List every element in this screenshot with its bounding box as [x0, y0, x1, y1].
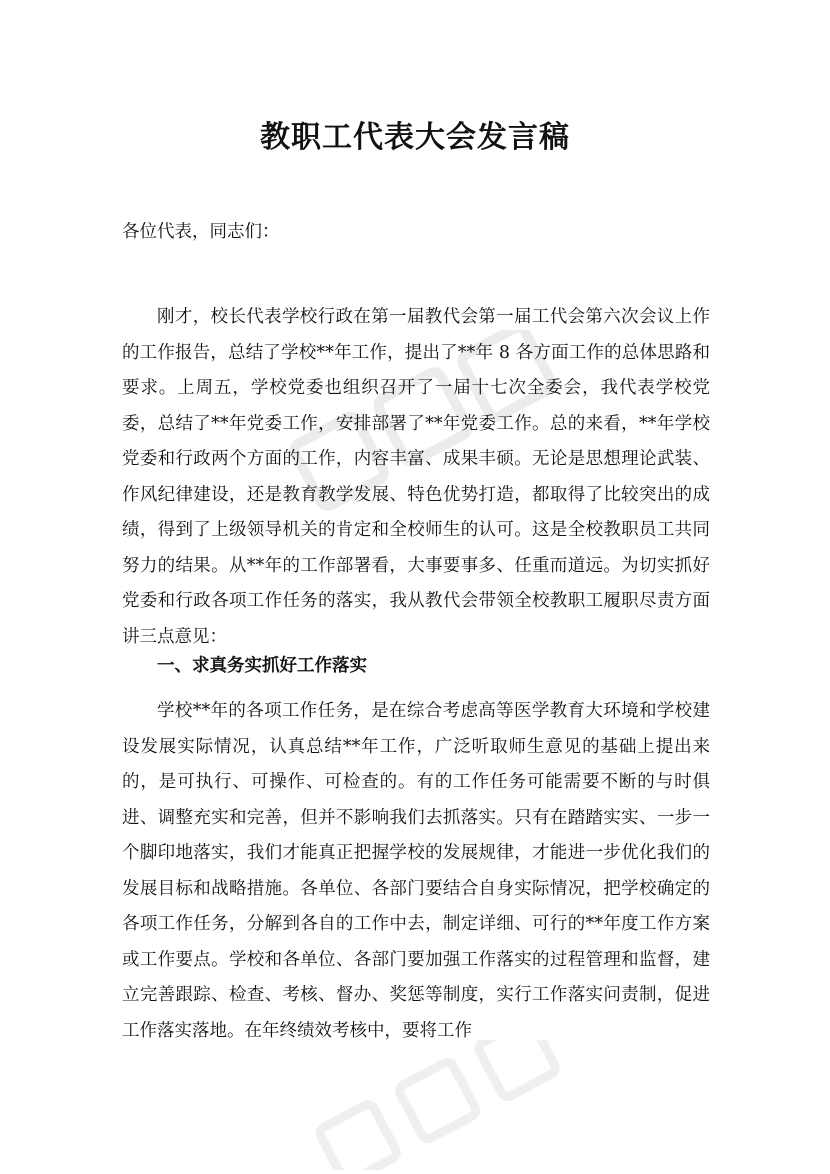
paragraph-2: 学校**年的各项工作任务，是在综合考虑高等医学教育大环境和学校建设发展实际情况，认真总结**年工作，广泛听取师生意见的基础上提出来的，是可执行、可操作、可检查的。有的工作任务可能需要不断的与时俱进、调整充实和完善，但并不影响我们去抓落实。只有在踏踏实实、一步一个脚印地落实，我们才能真正把握学校的发展规律，才能进一步优化我们的发展目标和战略措施。各单位、各部门要结合自身实际情况，把学校确定的各项工作任务，分解到各自的工作中去，制定详细、可行的**年度工作方案或工作要点。学校和各单位、各部门要加强工作落实的过程管理和监督，建立完善跟踪、检查、考核、督办、奖惩等制度，实行工作落实问责制，促进工作落实落地。在年终绩效考核中，要将工作: [122, 701, 710, 1041]
document-title: 教职工代表大会发言稿: [260, 120, 570, 155]
paragraph-1: 刚才，校长代表学校行政在第一届教代会第一届工代会第六次会议上作的工作报告，总结了学校**年工作，提出了**年 8 各方面工作的总体思路和要求。上周五，学校党委也组织召开了一届十七次全委会，我代表学校党委，总结了**年党委工作，安排部署了**年党委工作。总的来看，**年学校党委和行政两个方面的工作，内容丰富、成果丰硕。无论是思想理论武装、作风纪律建设，还是教育教学发展、特色优势打造，都取得了比较突出的成绩，得到了上级领导机关的肯定和全校师生的认可。这是全校教职员工共同努力的结果。从**年的工作部署看，大事要事多、任重而道远。为切实抓好党委和行政各项工作任务的落实，我从教代会带领全校教职工履职尽责方面讲三点意见：: [122, 307, 710, 647]
salutation: 各位代表，同志们：: [122, 222, 280, 242]
section-heading-1: 一、求真务实抓好工作落实: [157, 656, 367, 676]
watermark-graphic-bottom: [300, 1040, 580, 1170]
